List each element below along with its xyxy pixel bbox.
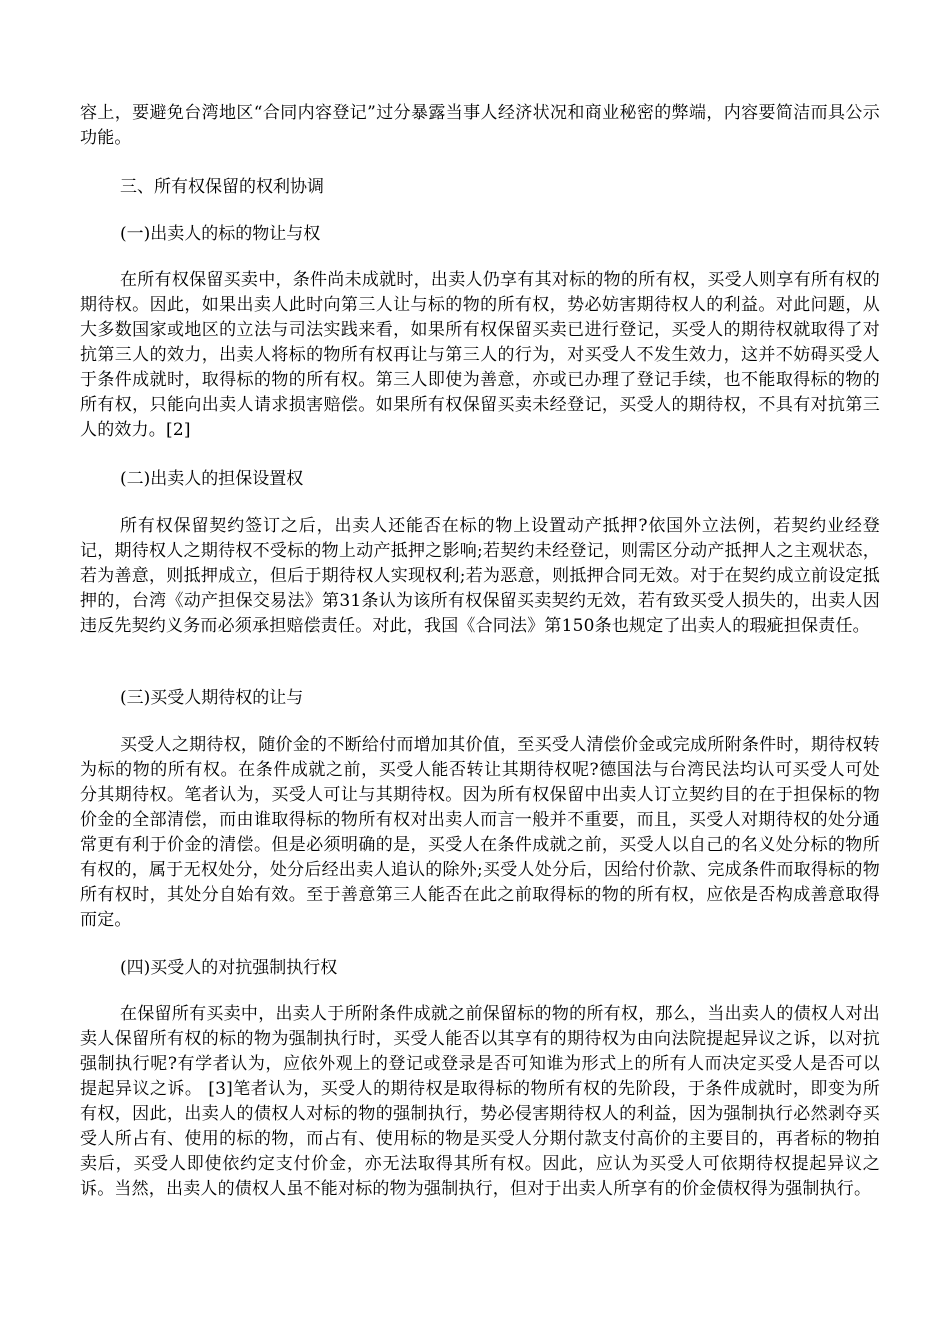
subsection-heading-2: (二)出卖人的担保设置权 — [120, 469, 304, 489]
paragraph-subsection-3: 买受人之期待权，随价金的不断给付而增加其价值，至买受人清偿价金或完成所附条件时，期待权转为标的物的所有权。在条件成就之前，买受人能否转让其期待权呢?德国法与台湾民法均认可买受人可处分其期待权。笔者认为，买受人可让与其期待权。因为所有权保留中出卖人订立契约目的在于担保标的物价金的全部清偿，而由谁取得标的物所有权对出卖人而言一般并不重要，而且，买受人对期待权的处分通常更有利于价金的清偿。但是必须明确的是，买受人在条件成就之前，买受人以自己的名义处分标的物所有权的，属于无权处分，处分后经出卖人追认的除外;买受人处分后，因给付价款、完成条件而取得标的物所有权时，其处分自始有效。至于善意第三人能否在此之前取得标的物的所有权，应依是否构成善意取得而定。 — [80, 735, 880, 930]
paragraph-continuation: 容上，要避免台湾地区“合同内容登记”过分暴露当事人经济状况和商业秘密的弊端，内容要简洁而具公示功能。 — [80, 103, 880, 148]
subsection-heading-3: (三)买受人期待权的让与 — [120, 688, 304, 708]
paragraph-subsection-2: 所有权保留契约签订之后，出卖人还能否在标的物上设置动产抵押?依国外立法例，若契约业经登记，期待权人之期待权不受标的物上动产抵押之影响;若契约未经登记，则需区分动产抵押人之主观状态，若为善意，则抵押成立，但后于期待权人实现权利;若为恶意，则抵押合同无效。对于在契约成立前设定抵押的，台湾《动产担保交易法》第31条认为该所有权保留买卖契约无效，若有致买受人损失的，出卖人因违反先契约义务而必须承担赔偿责任。对此，我国《合同法》第150条也规定了出卖人的瑕疵担保责任。 — [80, 516, 880, 636]
section-heading-3: 三、所有权保留的权利协调 — [120, 177, 324, 197]
subsection-heading-4: (四)买受人的对抗强制执行权 — [120, 958, 338, 978]
paragraph-subsection-1: 在所有权保留买卖中，条件尚未成就时，出卖人仍享有其对标的物的所有权，买受人则享有所有权的期待权。因此，如果出卖人此时向第三人让与标的物的所有权，势必妨害期待权人的利益。对此问题，从大多数国家或地区的立法与司法实践来看，如果所有权保留买卖已进行登记，买受人的期待权就取得了对抗第三人的效力，出卖人将标的物所有权再让与第三人的行为，对买受人不发生效力，这并不妨碍买受人于条件成就时，取得标的物的所有权。第三人即使为善意，亦或已办理了登记手续，也不能取得标的物的所有权，只能向出卖人请求损害赔偿。如果所有权保留买卖未经登记，买受人的期待权，不具有对抗第三人的效力。[2] — [80, 270, 880, 440]
subsection-heading-1: (一)出卖人的标的物让与权 — [120, 224, 321, 244]
paragraph-subsection-4: 在保留所有买卖中，出卖人于所附条件成就之前保留标的物的所有权，那么，当出卖人的债权人对出卖人保留所有权的标的物为强制执行时，买受人能否以其享有的期待权为由向法院提起异议之诉，以对抗强制执行呢?有学者认为，应依外观上的登记或登录是否可知谁为形式上的所有人而决定买受人是否可以提起异议之诉。 [3]笔者认为，买受人的期待权是取得标的物所有权的先阶段，于条件成就时，即变为所有权，因此，出卖人的债权人对标的物的强制执行，势必侵害期待权人的利益，因为强制执行必然剥夺买受人所占有、使用的标的物，而占有、使用标的物是买受人分期付款支付高价的主要目的，再者标的物拍卖后，买受人即使依约定支付价金，亦无法取得其所有权。因此，应认为买受人可依期待权提起异议之诉。当然，出卖人的债权人虽不能对标的物为强制执行，但对于出卖人所享有的价金债权得为强制执行。 — [80, 1004, 880, 1199]
